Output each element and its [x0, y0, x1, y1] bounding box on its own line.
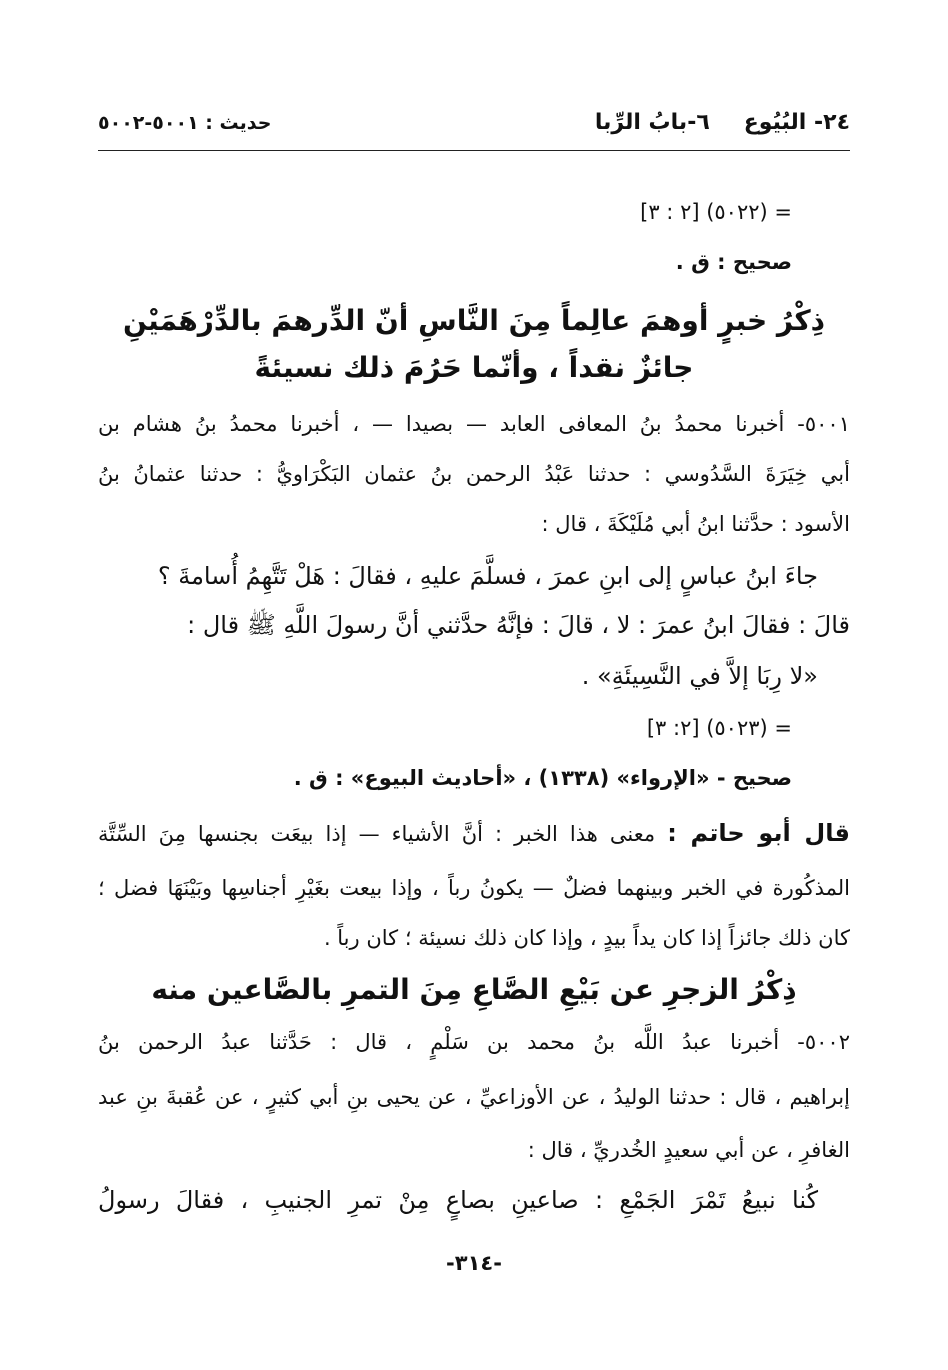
- hadith-5002-isnad-line-2: إبراهيم ، قال : حدثنا الوليدُ ، عن الأوزاعيِّ ، عن يحيى بنِ أبي كثيرٍ ، عن عُقبةَ بنِ عبد: [98, 1085, 850, 1109]
- hadith-5002-isnad-line-3: الغافرِ ، عن أبي سعيدٍ الخُدريِّ ، قال :: [527, 1138, 850, 1162]
- hadith-5001-matn-line-1: جاءَ ابنُ عباسٍ إلى ابنِ عمرَ ، فسلَّمَ عليهِ ، فقالَ : هَلْ تَتَّهِمُ أُسامةَ ؟: [157, 562, 818, 590]
- abu-hatim-text-1: معنى هذا الخبر : أنَّ الأشياء — إذا بيعَت بجنسها مِنَ السِّتَّة: [98, 822, 656, 846]
- hadith-5001-isnad-line-3: الأسود : حدَّثنا ابنُ أبي مُلَيْكَةَ ، قال :: [541, 512, 850, 536]
- chapter-heading-1a: ذِكْرُ خبرٍ أوهمَ عالِماً مِنَ النَّاسِ أنّ الدِّرهمَ بالدِّرْهَمَيْنِ: [122, 304, 826, 337]
- reference-5023: = (٥٠٢٣) [٢: ٣]: [646, 716, 792, 740]
- grading-sahih-q: صحيح : ق .: [675, 250, 792, 274]
- header-divider: [98, 150, 850, 151]
- hadith-5002-isnad-line-1: ٥٠٠٢- أخبرنا عبدُ اللَّه بنُ محمد بن سَلْمٍ ، قال : حَدَّثنا عبدُ الرحمن بنُ: [98, 1030, 850, 1054]
- header-book: ٢٤- البُيُوع: [743, 110, 850, 135]
- chapter-heading-2: ذِكْرُ الزجرِ عن بَيْعِ الصَّاعِ مِنَ التمرِ بالصَّاعين منه: [151, 973, 797, 1006]
- hadith-5002-matn-line-1: كُنا نبيعُ تَمْرَ الجَمْعِ : صاعينِ بصاعٍ مِنْ تمرِ الجنيبِ ، فقالَ رسولُ: [98, 1186, 818, 1214]
- abu-hatim-line-2: المذكُورة في الخبر وبينهما فضلٌ — يكونُ رباً ، وإذا بيعت بغَيْرِ أجناسِها وبَيْنَهَا فضل ؛: [98, 876, 850, 900]
- hadith-5001-matn-line-2: قالَ : فقالَ ابنُ عمرَ : لا ، قالَ : فإنَّهُ حدَّثني أنَّ رسولَ اللَّهِ ﷺ قال :: [187, 611, 850, 639]
- hadith-5001-isnad-line-2: أبي خِيَرَةَ السَّدُوسي : حدثنا عَبْدُ الرحمن بنُ عثمان البَكْرَاويُّ : حدثنا عثمانُ بنُ: [98, 462, 850, 486]
- reference-5022: = (٥٠٢٢) [٢ : ٣]: [640, 200, 792, 224]
- page-number: -٣١٤-: [446, 1251, 502, 1275]
- header-chapter: ٦-بابُ الرِّبا: [594, 110, 710, 135]
- running-header: [98, 104, 850, 148]
- grading-sahih-irwa: صحيح - «الإرواء» (١٣٣٨) ، «أحاديث البيوع» : ق .: [293, 766, 792, 790]
- header-book-chapter: [561, 110, 850, 135]
- abu-hatim-line-1: [98, 817, 850, 850]
- hadith-5001-matn-line-3: «لا رِبَا إلاَّ في النَّسِيئَةِ» .: [581, 662, 818, 690]
- abu-hatim-line-3: كان ذلك جائزاً إذا كان يداً بيدٍ ، وإذا كان ذلك نسيئة ؛ كان رباً .: [323, 926, 850, 950]
- abu-hatim-label: قال أبو حاتم :: [667, 819, 850, 847]
- header-hadith-range: حديث : ٥٠٠١-٥٠٠٢: [98, 112, 272, 134]
- hadith-5001-isnad-line-1: ٥٠٠١- أخبرنا محمدُ بنُ المعافى العابد — بصيدا — ، أخبرنا محمدُ بنُ هشام بن: [98, 412, 850, 436]
- chapter-heading-1b: جائزٌ نقداً ، وأنّما حَرُمَ ذلك نسيئةً: [254, 351, 694, 384]
